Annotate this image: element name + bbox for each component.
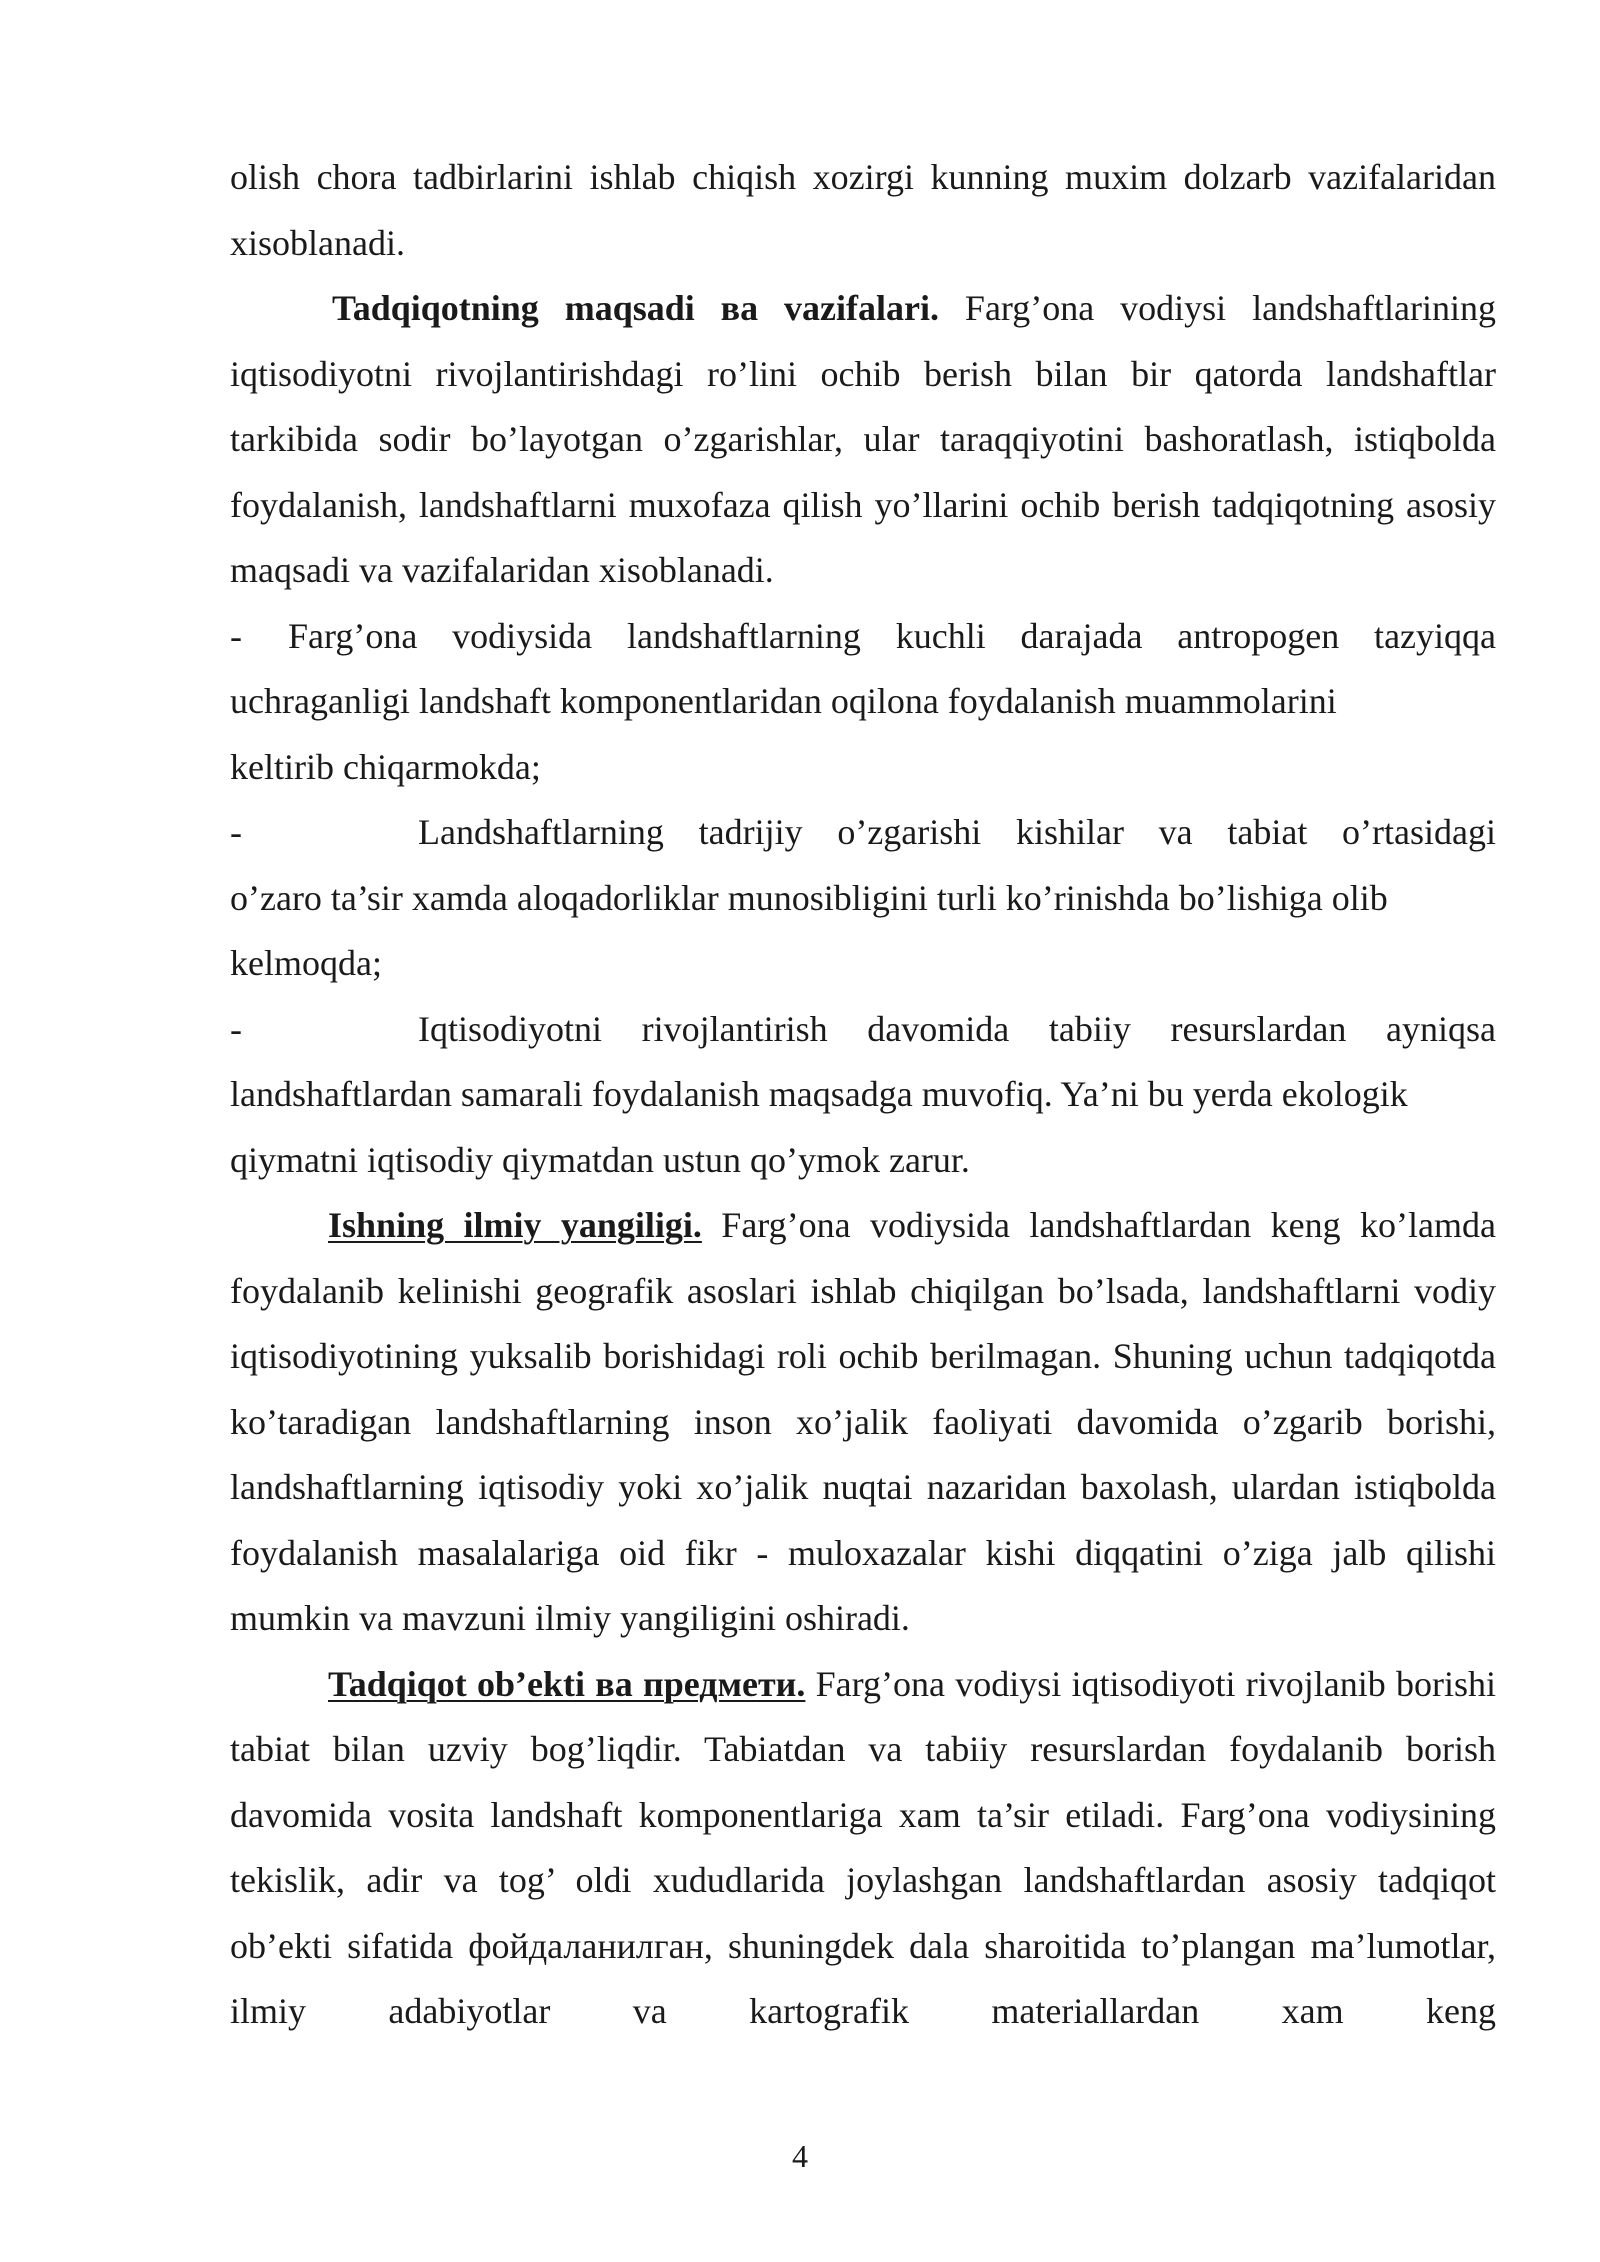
paragraph-object — [230, 1652, 1496, 2045]
heading-object: Tadqiqot ob’ekti ва предмети. — [328, 1663, 806, 1704]
bullet-item — [230, 604, 1496, 801]
bullet-lead: Farg’ona vodiysida landshaftlarning kuchli darajada antropogen tazyiqqa — [288, 615, 1496, 656]
novelty-text: Farg’ona vodiysida landshaftlardan keng ko’lamda foydalanib kelinishi geografik asoslari ishlab chiqilgan bo’lsada, landshaftlarni vodiy iqtisodiyotining yuksalib borishidagi roli ochib berilmagan. Shuning uchun tadqiqotda ko’taradigan landshaftlarning inson xo’jalik faoliyati davomida o’zgarib borishi, landshaftlarning iqtisodiy yoki xo’jalik nuqtai nazaridan baxolash, ulardan istiqbolda foydalanish masalalariga oid fikr - muloxazalar kishi diqqatini o’ziga jalb qilishi mumkin va mavzuni ilmiy yangiligini oshiradi. — [230, 1205, 1497, 1638]
bullet-dash: - — [230, 1008, 242, 1049]
paragraph-goals — [230, 276, 1496, 604]
bullet-rest: landshaftlardan samarali foydalanish maqsadga muvofiq. Ya’ni bu yerda ekologik — [230, 1074, 1408, 1114]
bullet-item — [230, 800, 1496, 997]
paragraph-intro: olish chora tadbirlarini ishlab chiqish xozirgi kunning muxim dolzarb vazifalaridan xisoblanadi. — [230, 157, 1496, 263]
bullet-dash: - — [230, 812, 242, 852]
bullet-rest: uchraganligi landshaft komponentlaridan oqilona foydalanish muammolarini — [230, 681, 1337, 721]
heading-novelty: Ishning ilmiy yangiligi. — [328, 1205, 702, 1245]
bullet-item — [230, 997, 1496, 1194]
object-text: Farg’ona vodiysi iqtisodiyoti rivojlanib borishi tabiat bilan uzviy bog’liqdir. Tabiatdan va tabiiy resurslardan foydalanib borish davomida vosita landshaft komponentlariga xam ta’sir etiladi. Farg’ona vodiysining tekislik, adir va tog’ oldi xududlarida joylashgan landshaftlardan asosiy tadqiqot ob’ekti sifatida фойдаланилган, shuningdek dala sharoitida to’plangan ma’lumotlar, ilmiy adabiyotlar va kartografik materiallardan xam keng — [230, 1663, 1496, 2031]
bullet-last: kelmoqda; — [230, 943, 382, 983]
bullet-last: qiymatni iqtisodiy qiymatdan ustun qo’ymok zarur. — [230, 1139, 970, 1180]
goals-text: Farg’ona vodiysi landshaftlarining iqtisodiyotni rivojlantirishdagi ro’lini ochib berish bilan bir qatorda landshaftlar tarkibida sodir bo’layotgan o’zgarishlar, ular taraqqiyotini bashoratlash, istiqbolda foydalanish, landshaftlarni muxofaza qilish yo’llarini ochib berish tadqiqotning asosiy maqsadi va vazifalaridan xisoblanadi. — [230, 288, 1496, 590]
paragraph-novelty — [230, 1193, 1496, 1652]
page-body — [230, 145, 1496, 2045]
bullet-last: keltirib chiqarmokda; — [230, 746, 541, 787]
page-number: 4 — [792, 2138, 808, 2174]
heading-goals: Tadqiqotning maqsadi ва vazifalari. — [332, 288, 939, 328]
bullet-lead: Iqtisodiyotni rivojlantirish davomida tabiiy resurslardan ayniqsa — [418, 1008, 1496, 1049]
bullet-dash: - — [230, 615, 242, 656]
bullet-rest: o’zaro ta’sir xamda aloqadorliklar munosibligini turli ko’rinishda bo’lishiga olib — [230, 877, 1388, 918]
bullet-lead: Landshaftlarning tadrijiy o’zgarishi kishilar va tabiat o’rtasidagi — [418, 812, 1496, 852]
